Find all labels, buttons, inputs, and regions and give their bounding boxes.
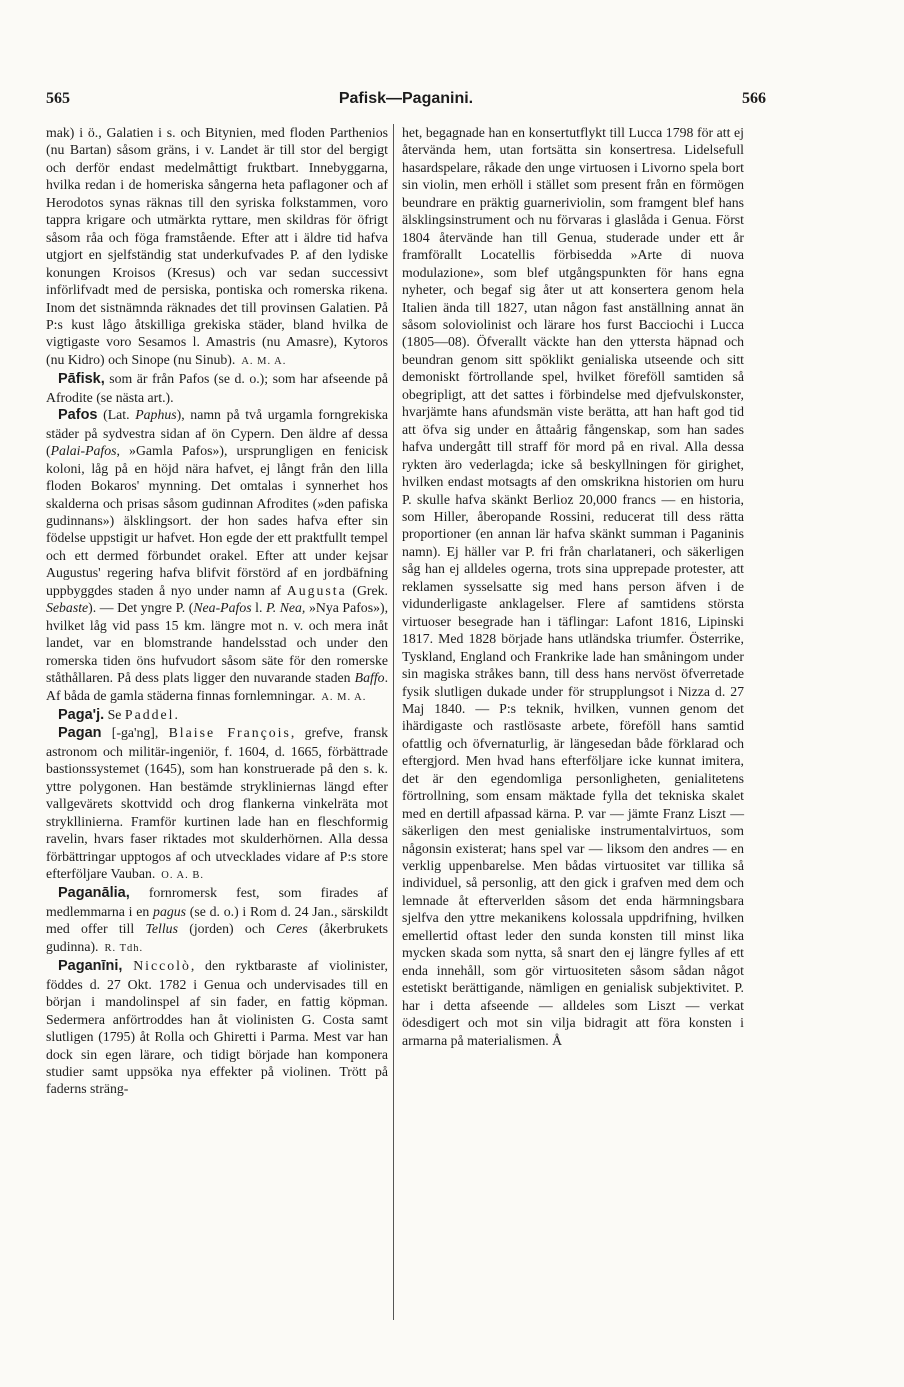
entry-pafos: Pafos (Lat. Paphus), namn på två urgamla forngrekiska städer på sydvestra sidan af ön Cypern. Den äldre af dessa (Palai-Pafos, »Gamla Pafos»), ursprungligen en fenicisk koloni, låg på en höjd nära hafvet, ej långt från den lilla floden Bokaros' mynning. Det omtalas i synnerhet hos skalderna och prisas såsom gudinnan Afrodites (»den pafiska gudinnans») älsklingsort. der hon sades hafva efter sin födelse uppstigit ur hafvet. Hon egde der ett praktfullt tempel och ett dermed förbundet orakel. Efter att under kejsar Augustus' regering hafva blifvit förstörd af en jordbäfning uppbyggdes staden å nyo under namn af Augusta (Grek. Sebaste). — Det yngre P. (Nea-Pafos l. P. Nea, »Nya Pafos»), hvilket låg vid pass 15 km. längre mot n. v. och mera inåt landet, var en blomstrande handelsstad och under den romerska tiden öns hufvudort såsom säte för den romerske ståthållaren. På dess plats ligger den nuvarande staden Baffo. Af båda de gamla städerna finnas fornlemningar. A. M. A. <box>46 407 389 703</box>
running-title: Pafisk—Paganini. <box>338 90 474 107</box>
column-divider <box>393 124 394 1320</box>
paganini-continuation: het, begagnade han en konsertutflykt till Lucca 1798 för att ej återvända hem, utan fortsätta sin konsertresa. Lidelsefull hasardspelare, råkade den unge virtuosen i Livorno spela bort sin violin, men erhöll i stället som present från en förmögen beundrare en präktig guarneriviolin, som framgent blef hans älsklingsinstrument och nu förvaras i glaslåda i Genua. Först 1804 återvände han till Genua, studerade under ett år framförallt Locatellis förbisedda »Arte di nuova modulazione», som blef utgångspunkten för hans egna nyheter, och begaf sig åter ut att konsertera genom hela Italien ända till 1827, utan någon fast anställning annat än såsom soloviolinist och lärare hos furst Bacciochi i Lucca (1805—08). Öfverallt väckte han den yttersta häpnad och beundran genom sitt spöklikt genialiska utseende och sitt demoniskt förtrollande spel, hvilket föreföll samtiden så obegripligt, att det sattes i förbindelse med djefvulskonster, hvarjämte hans afundsmän viste berätta, att han haft god tid att öfva sig under en åttaårig fångenskap, som han sades hafva undergått till straff för mord på en rival. Alla dessa rykten äro vederlagda; icke så beskyllningen för girighet, hvilken endast motsagts af den omskrikna historien om huru P. skulle hafva skänkt Berlioz 20,000 francs — en historia, som Hiller, åberopande Rossini, reducerat till dess rätta proportioner (en annan lär hafva skänkt summan i Paganinis namn). Ej häller var P. fri från charlataneri, och säkerligen såg han ej alldeles ogerna, trots sina upprepade protester, att reklamen sysselsatte sig med hans person äfven i de vidunderligaste anklagelser. Flere af samtidens största virtuoser besegrade han i täflingar: Lafont 1816, Lipinski 1817. Med 1828 började hans utländska triumfer. Österrike, Tyskland, England och Frankrike lade han småningom under sin magiska stråkes bann, till dess hans nervöst öfverretade fysik slutligen dukade under för strupplungsot i Nizza d. 27 Maj 1840. — P:s teknik, hvilken, vunnen genom det ihärdigaste och rastlösaste arbete, föreföll hans samtid ofattlig och öfvernaturlig, är längesedan både förklarad och eftergjord. Men hvad hans efterföljare icke kunnat imitera, det är den egendomliga personligheten, genialitetens förtrollning, som ensam mäktade fylla det tekniska skalet med en dertill afpassad kärna. P. var — jämte Franz Liszt — säkerligen den mest genialiske instrumentalvirtuos, som någonsin existerat; hans spel var — liksom den andres — en verklig uppenbarelse. Men bådas virtuositet var tillika så individuel, så personlig, att den gick i grafven med dem och lemnade åt efterverlden såsom det enda härmningsbara sjelfva den yttre mekanikens kolossala uppdrifning, hvilken emellertid oftast leder den sunda konsten till minst lika mycken skada som nytta, så snart den ej längre fylles af ett enda innehåll, som gör virtuositeten såsom sådan något estetiskt berättigande, nämligen en genialisk subjektivitet. P. har i detta afseende — alldeles som Liszt — verkat ödesdigert och mot sin vilja bidragit att föra konsten i armarna på materialismen. Å <box>402 125 744 1048</box>
headword: Paga'j. <box>58 706 105 723</box>
entry-pagan: Pagan [-ga'ng], Blaise François, grefve, fransk astronom och militär-ingeniör, f. 1604, d. 1665, förbättrade bastionssystemet (1645), som han konstruerade på den s. k. yttre polygonen. Han bestämde strykliniernas längd efter vallgevärets skottvidd och drog flankerna vinkelräta mot strykllinierna. Framför kurtinen lade han en fleschformig ravelin, hvars faser riktades mot skulderhörnen. Alla dessa förbättringar upptogos af och utvecklades vidare af P:s store efterföljare Vauban. O. A. B. <box>46 725 388 882</box>
page-number-right: 566 <box>742 90 766 107</box>
paflagonien-continuation: mak) i ö., Galatien i s. och Bitynien, med floden Parthenios (nu Bartan) såsom gräns, i v. Landet är till stor del bergigt och derför endast medelmåttigt fruktbart. Innebyggarna, hvilka redan i de homeriska sångerna heta paflagoner och af Herodotos synas räknas till den syriska folkstammen, voro tappra krigare och utmärkta ryttare, men skildras för öfrigt såsom råa och föga framstående. Efter att i äldre tid hafva utgjort en sjelfständig stat underkufvades P. af den lydiske konungen Kroisos (Kresus) och var sedan successivt införlifvadt med de persiska, pontiska och romerska rikena. Inom det sistnämnda räknades det till provinsen Galatien. På P:s kust lågo åtskilliga grekiska städer, bland hvilka de vigtigaste voro Sesamos l. Amastris (nu Amasre), Kytoros (nu Kidro) och Sinope (nu Sinub). A. M. A. <box>46 125 388 367</box>
headword: Pafos <box>58 407 98 424</box>
headword: Paganīni, <box>58 958 123 975</box>
signature: O. A. B. <box>161 870 205 882</box>
headword: Pagan <box>58 725 102 742</box>
entry-pafisk: Pāfisk, som är från Pafos (se d. o.); som har afseende på Afrodite (se nästa art.). <box>46 371 389 405</box>
entry-pagaj: Paga'j. Se Paddel. <box>58 706 178 723</box>
signature: A. M. A. <box>241 355 287 367</box>
headword: Paganālia, <box>58 885 130 902</box>
entry-paganalia: Paganālia, fornromersk fest, som firades af medlemmarna i en pagus (se d. o.) i Rom d. 24 Jan., särskildt med offer till Tellus (jorden) och Ceres (åkerbrukets gudinna). R. Tdh. <box>46 885 389 954</box>
headword: Pāfisk, <box>58 371 105 388</box>
page-header <box>46 90 766 112</box>
signature: R. Tdh. <box>104 942 144 954</box>
left-column <box>46 124 388 1098</box>
cross-reference: Paddel <box>124 706 175 722</box>
signature: A. M. A. <box>321 691 367 703</box>
page-number-left: 565 <box>46 90 70 107</box>
entry-paganini: Paganīni, Niccolò, den ryktbaraste af violinister, föddes d. 27 Okt. 1782 i Genua och undervisades till en början i mandolinspel af sin fader, en fattig köpman. Sedermera anförtroddes han åt violinisten G. Costa samt slutligen (1795) åt Rolla och Ghiretti i Parma. Mest var han dock sin egen lärare, och tidigt började han komponera studier samt uppsöka nya effekter på violinen. Trött på faderns sträng- <box>46 958 388 1097</box>
right-column <box>402 124 744 1049</box>
